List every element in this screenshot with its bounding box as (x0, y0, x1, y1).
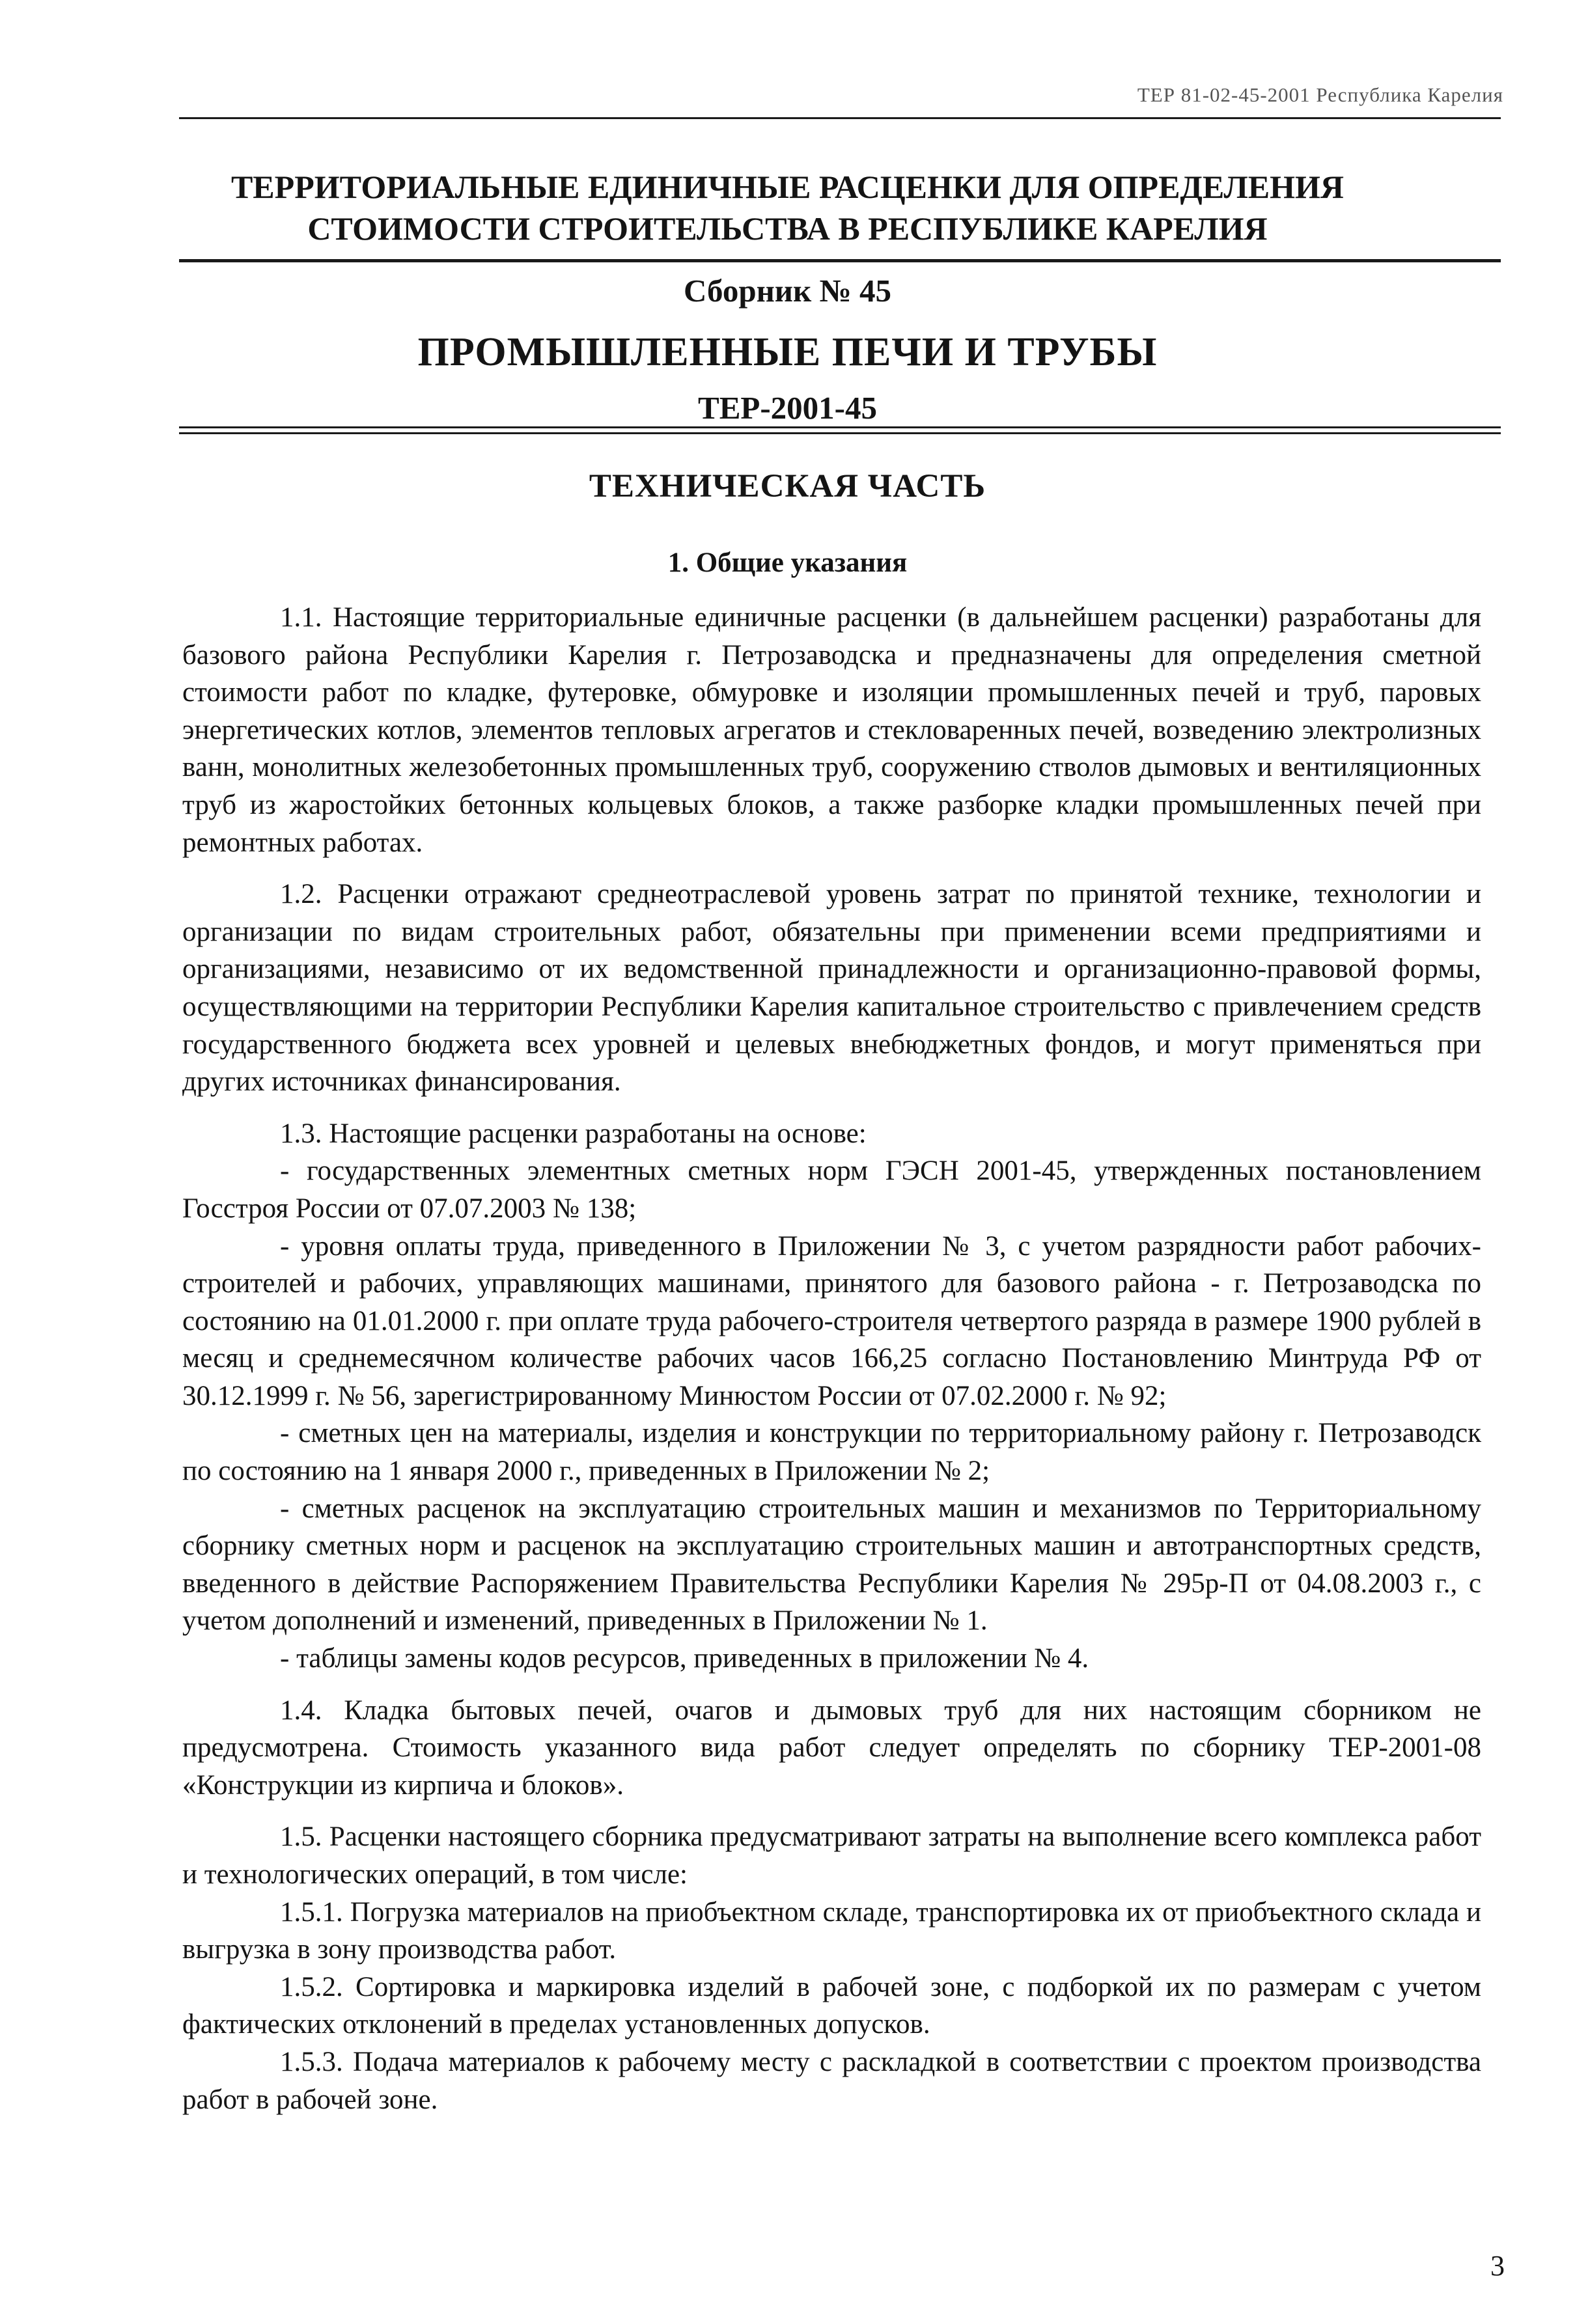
list-item-machine-rates: - сметных расценок на эксплуатацию строительных машин и механизмов по Территориальному сборнику сметных норм и расценок на эксплуатацию строительных машин и автотранспортных средств, введенного в действие Распоряжением Правительства Республики Карелия № 295р-П от 04.08.2003 г., с учетом дополнений и изменений, приведенных в Приложении № 1. (182, 1493, 1481, 1637)
collection-number: Сборник № 45 (683, 273, 892, 309)
paragraph-1-5-3: 1.5.3. Подача материалов к рабочему месту с раскладкой в соответствии с проектом производства работ в рабочей зоне. (182, 2046, 1481, 2115)
collection-name: ПРОМЫШЛЕННЫЕ ПЕЧИ И ТРУБЫ (417, 330, 1158, 374)
collection-code: ТЕР-2001-45 (698, 390, 877, 426)
header-rule (179, 117, 1501, 119)
section-title: 1. Общие указания (667, 547, 908, 578)
list-item-gesn: - государственных элементных сметных норм ГЭСН 2001-45, утвержденных постановлением Госстроя России от 07.07.2003 № 138; (182, 1155, 1481, 1224)
paragraph-1-2: 1.2. Расценки отражают среднеотраслевой уровень затрат по принятой технике, технологии и организации по видам строительных работ, обязательны при применении всеми предприятиями и организациями, независимо от их ведомственной принадлежности и организационно-правовой формы, осуществляющими на территории Республики Карелия капитальное строительство с привлечением средств государственного бюджета всех уровней и целевых внебюджетных фондов, и могут применяться при других источниках финансирования. (182, 879, 1481, 1098)
list-item-material-prices: - сметных цен на материалы, изделия и конструкции по территориальному району г. Петрозаводск по состоянию на 1 января 2000 г., приведенных в Приложении № 2; (182, 1418, 1481, 1487)
title-rule-top (179, 259, 1501, 262)
title-line-1: ТЕРРИТОРИАЛЬНЫЕ ЕДИНИЧНЫЕ РАСЦЕНКИ ДЛЯ ОПРЕДЕЛЕНИЯ (230, 169, 1345, 205)
title-rule-bottom-2 (179, 432, 1501, 434)
title-rule-bottom-1 (179, 426, 1501, 428)
paragraph-1-5-2: 1.5.2. Сортировка и маркировка изделий в рабочей зоне, с подборкой их по размерам с учетом фактических отклонений в пределах установленных допусков. (182, 1971, 1481, 2040)
title-line-2: СТОИМОСТИ СТРОИТЕЛЬСТВА В РЕСПУБЛИКЕ КАРЕЛИЯ (307, 210, 1268, 247)
paragraph-1-5: 1.5. Расценки настоящего сборника предусматривают затраты на выполнение всего комплекса работ и технологических операций, в том числе: (182, 1821, 1481, 1890)
part-title: ТЕХНИЧЕСКАЯ ЧАСТЬ (589, 468, 986, 505)
list-item-wages: - уровня оплаты труда, приведенного в Приложении № 3, с учетом разрядности работ рабочих-строителей и рабочих, управляющих машинами, принятого для базового района - г. Петрозаводска по состоянию на 01.01.2000 г. при оплате труда рабочего-строителя четвертого разряда в размере 1900 рублей в месяц и среднемесячном количестве рабочих часов 166,25 согласно Постановлению Минтруда РФ от 30.12.1999 г. № 56, зарегистрированному Минюстом России от 07.02.2000 г. № 92; (182, 1230, 1481, 1411)
page-number: 3 (1490, 2250, 1505, 2282)
paragraph-1-5-1: 1.5.1. Погрузка материалов на приобъектном складе, транспортировка их от приобъектного склада и выгрузка в зону производства работ. (182, 1896, 1481, 1965)
paragraph-1-3: 1.3. Настоящие расценки разработаны на основе: (280, 1118, 867, 1149)
document-title (91, 166, 1484, 249)
paragraph-1-4: 1.4. Кладка бытовых печей, очагов и дымовых труб для них настоящим сборником не предусмотрена. Стоимость указанного вида работ следует определять по сборнику ТЕР-2001-08 «Конструкции из кирпича и блоков». (182, 1695, 1481, 1801)
list-item-code-table: - таблицы замены кодов ресурсов, приведенных в приложении № 4. (280, 1643, 1089, 1674)
paragraph-1-1: 1.1. Настоящие территориальные единичные расценки (в дальнейшем расценки) разработаны для базового района Республики Карелия г. Петрозаводска и предназначены для определения сметной стоимости работ по кладке, футеровке, обмуровке и изоляции промышленных печей и труб, паровых энергетических котлов, элементов тепловых агрегатов и стекловаренных печей, возведению электролизных ванн, монолитных железобетонных промышленных труб, сооружению стволов дымовых и вентиляционных труб из жаростойких бетонных кольцевых блоков, а также разборке кладки промышленных печей при ремонтных работах. (182, 602, 1481, 858)
document-body (182, 599, 1481, 2118)
running-header: ТЕР 81-02-45-2001 Республика Карелия (1137, 83, 1503, 106)
